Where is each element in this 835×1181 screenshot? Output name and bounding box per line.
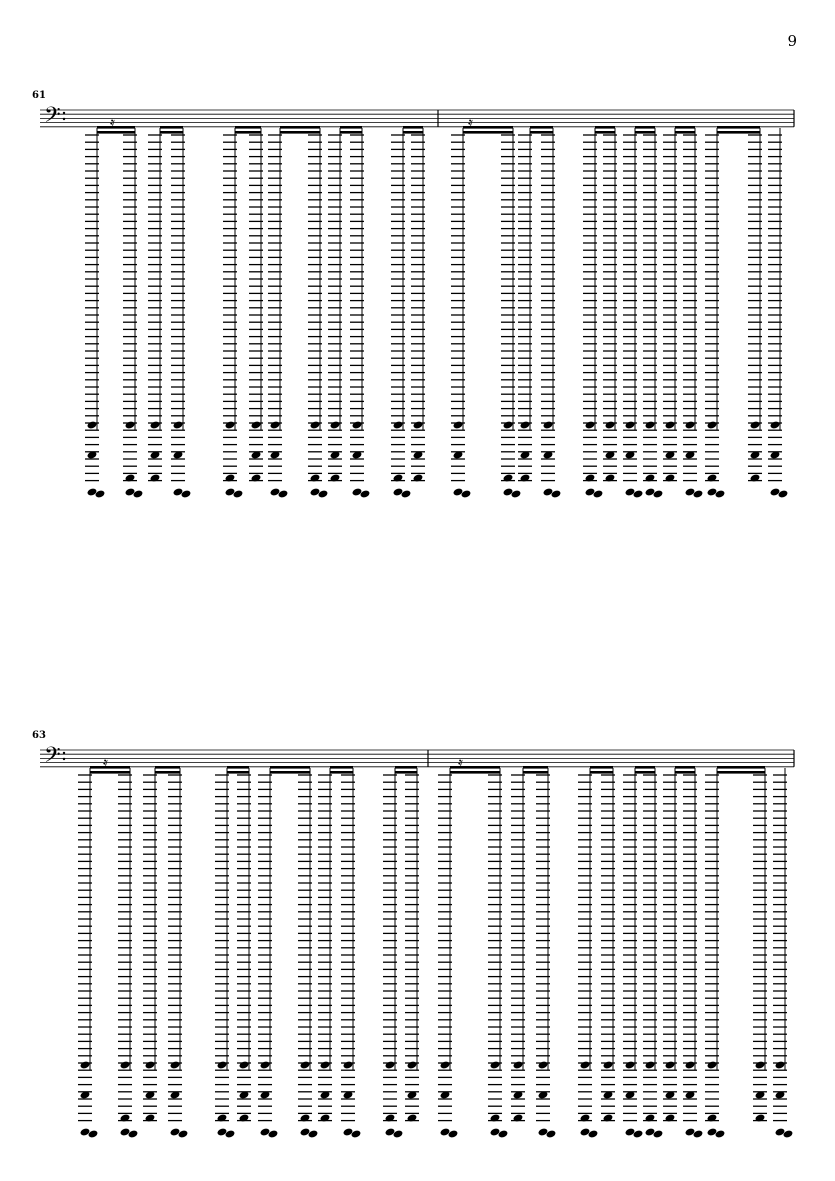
note-head (440, 1060, 451, 1069)
beam (675, 126, 695, 129)
beam (595, 126, 615, 129)
beam (530, 131, 553, 134)
note-head (239, 1060, 250, 1069)
beam (395, 766, 417, 769)
beam (227, 771, 249, 774)
beam (155, 771, 180, 774)
beam (90, 771, 130, 774)
beam (635, 126, 655, 129)
beam (280, 126, 320, 129)
note-head (87, 420, 98, 429)
note-head (407, 1060, 418, 1069)
beam (717, 131, 760, 134)
measure-number-61: 61 (32, 90, 46, 101)
note-head (755, 1060, 766, 1069)
note-head (385, 1060, 396, 1069)
note-head (320, 1060, 331, 1069)
note-head (251, 420, 262, 429)
beam (97, 131, 135, 134)
note-head (453, 420, 464, 429)
note-head (585, 420, 596, 429)
note-head (393, 420, 404, 429)
beam (523, 771, 548, 774)
note-head (645, 420, 656, 429)
beam (717, 771, 765, 774)
note-head (770, 420, 781, 429)
beam (635, 771, 655, 774)
beam (523, 766, 548, 769)
sixteenth-rest-icon: 𝄿 (468, 113, 473, 132)
beam (340, 126, 362, 129)
beam (330, 766, 353, 769)
beam (160, 131, 183, 134)
note-head (625, 1060, 636, 1069)
clef-dot (63, 118, 65, 120)
sixteenth-rest-icon: 𝄿 (110, 113, 115, 132)
note-head (513, 1060, 524, 1069)
note-head (413, 420, 424, 429)
beam (675, 766, 695, 769)
note-head (625, 420, 636, 429)
beam (97, 126, 135, 129)
note-head (605, 420, 616, 429)
beam (675, 131, 695, 134)
beam (635, 766, 655, 769)
sixteenth-rest-icon: 𝄿 (458, 753, 463, 772)
beam (635, 131, 655, 134)
note-head (645, 1060, 656, 1069)
beam (160, 126, 183, 129)
beam (340, 131, 362, 134)
beam (403, 131, 423, 134)
note-head (330, 420, 341, 429)
clef-dot (63, 112, 65, 114)
note-head (685, 420, 696, 429)
beam (280, 131, 320, 134)
note-head (145, 1060, 156, 1069)
note-head (150, 420, 161, 429)
note-head (225, 420, 236, 429)
beam (235, 131, 261, 134)
clef-dot (63, 752, 65, 754)
bass-clef-icon: 𝄢 (44, 103, 61, 133)
note-head (120, 1060, 131, 1069)
note-head (580, 1060, 591, 1069)
note-head (170, 1060, 181, 1069)
beam (717, 766, 765, 769)
note-head (665, 1060, 676, 1069)
note-head (300, 1060, 311, 1069)
beam (270, 766, 310, 769)
beam (590, 766, 613, 769)
beam (227, 766, 249, 769)
note-head (775, 1060, 786, 1069)
beam (395, 771, 417, 774)
note-head (520, 420, 531, 429)
note-head (217, 1060, 228, 1069)
note-head (665, 420, 676, 429)
note-head (260, 1060, 271, 1069)
note-head (707, 420, 718, 429)
beam (675, 771, 695, 774)
note-head (343, 1060, 354, 1069)
note-head (173, 420, 184, 429)
beam (530, 126, 553, 129)
page-number: 9 (787, 32, 797, 50)
note-head (270, 420, 281, 429)
note-head (80, 1060, 91, 1069)
note-head (310, 420, 321, 429)
note-head (538, 1060, 549, 1069)
note-head (543, 420, 554, 429)
note-head (685, 1060, 696, 1069)
measure-number-63: 63 (32, 730, 46, 741)
beam (717, 126, 760, 129)
sixteenth-rest-icon: 𝄿 (103, 753, 108, 772)
beam (590, 771, 613, 774)
note-head (750, 420, 761, 429)
note-head (603, 1060, 614, 1069)
note-head (490, 1060, 501, 1069)
beam (595, 131, 615, 134)
clef-dot (63, 758, 65, 760)
note-head (352, 420, 363, 429)
beam (330, 771, 353, 774)
beam (90, 766, 130, 769)
music-system-1 (0, 100, 835, 510)
note-head (707, 1060, 718, 1069)
beam (403, 126, 423, 129)
beam (155, 766, 180, 769)
music-system-2 (0, 740, 835, 1150)
beam (235, 126, 261, 129)
bass-clef-icon: 𝄢 (44, 743, 61, 773)
note-head (503, 420, 514, 429)
note-head (125, 420, 136, 429)
beam (270, 771, 310, 774)
